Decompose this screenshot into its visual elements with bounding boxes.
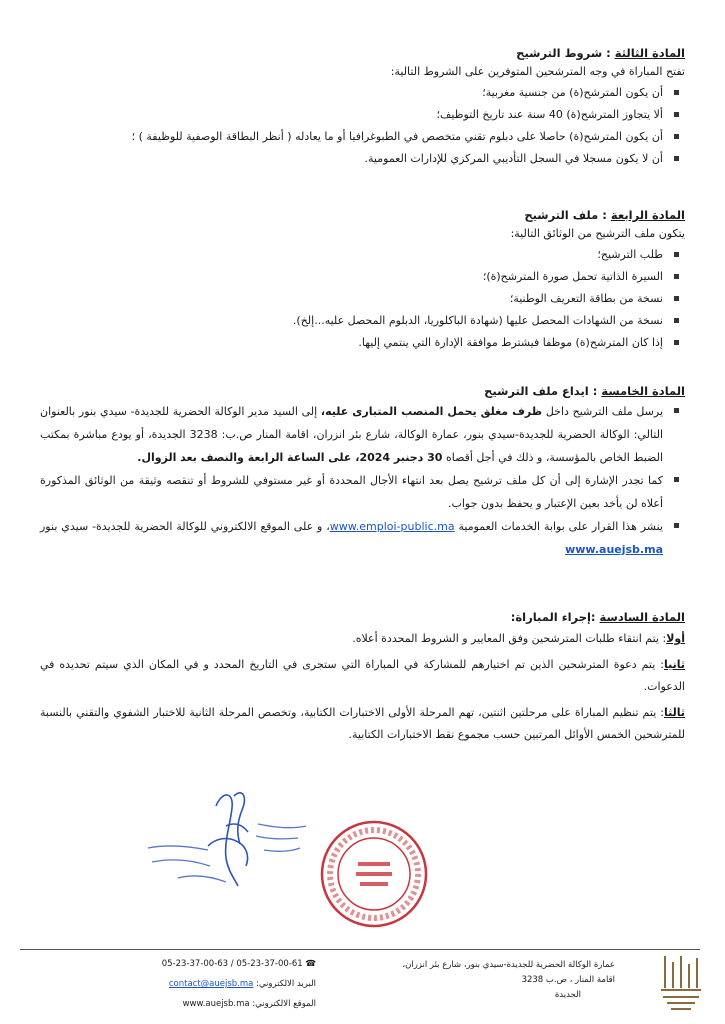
address-line-2: اقامة المنار ، ص.ب 3238: [521, 975, 615, 985]
article-4-heading: [40, 206, 685, 224]
paragraph-text: : يتم دعوة المترشحين الذين تم اختيارهم للمشاركة في المباراة التي ستجرى في التاريخ المحدد و في المكان الذي سيتم تحديده في الدعوات.: [40, 658, 685, 693]
footer-divider: [20, 949, 700, 950]
article-5-label: المادة الخامسة: [601, 384, 685, 398]
agency-logo-graphic: [657, 952, 705, 1014]
paragraph-lead: أولا: [666, 632, 685, 645]
email-label: البريد الالكتروني:: [256, 979, 316, 989]
article-3-intro: تفتح المباراة في وجه المترشحين المتوفرين على الشروط التالية:: [390, 65, 685, 78]
list-item: أن يكون المترشح(ة) حاصلا على دبلوم تقني متخصص في الطبوغرافيا أو ما يعادله ( أنظر البطاقة الوصفية للوظيفة ) ؛: [40, 126, 685, 148]
emploi-public-link[interactable]: www.emploi-public.ma: [329, 520, 455, 533]
article-6-label: المادة السادسة: [599, 610, 685, 624]
email-link[interactable]: contact@auejsb.ma: [168, 979, 254, 989]
agency-logo: [657, 952, 705, 1018]
director-signature: [138, 786, 318, 900]
article-4-intro: يتكون ملف الترشيح من الوثائق التالية:: [510, 227, 685, 240]
paragraph-lead: ثالثا: [663, 706, 685, 719]
article-3: [40, 44, 685, 170]
list-item: نسخة من بطاقة التعريف الوطنية؛: [40, 288, 685, 310]
list-item: أن يكون المترشح(ة) من جنسية مغربية؛: [40, 82, 685, 104]
article-6-paragraph-2: [40, 654, 685, 698]
article-4: [40, 206, 685, 354]
article-6: [40, 608, 685, 746]
footer-contact: [116, 954, 316, 1014]
list-item: إذا كان المترشح(ة) موظفا فيشترط موافقة الإدارة التي ينتمي إليها.: [40, 332, 685, 354]
list-item: ألا يتجاوز المترشح(ة) 40 سنة عند تاريخ التوظيف؛: [40, 104, 685, 126]
submission-text-2: إلى السيد مدير الوكالة الحضرية للجديدة- سيدي بنور بالعنوان التالي: الوكالة الحضرية للجديدة-سيدي بنور، عمارة الوكالة، شارع بئر انزران، اقامة المنار ص.ب: 3238 الجديدة، أو يودع مباشرة بمكتب الضبط الخاص بالمؤسسة، و ذلك في أجل أقصاه: [40, 405, 664, 464]
list-item: [40, 515, 685, 561]
article-3-title: : شروط الترشيح: [516, 46, 611, 60]
article-4-list: [40, 244, 685, 354]
article-4-label: المادة الرابعة: [610, 208, 685, 222]
email-row: [116, 974, 316, 994]
article-5-heading: [40, 382, 685, 400]
auejsb-link[interactable]: www.auejsb.ma: [565, 543, 663, 556]
seal-graphic: [318, 818, 430, 930]
article-6-paragraph-3: [40, 702, 685, 746]
list-item: كما تجدر الإشارة إلى أن كل ملف ترشيح يصل بعد انتهاء الأجال المحددة أو غير مستوفي للشروط أو تنقصه وثيقة من الوثائق المذكورة أعلاه لن يأخد بعين الإعتبار و يحفظ بدون جواب.: [40, 469, 685, 515]
list-item: السيرة الذاتية تحمل صورة المترشح(ة)؛: [40, 266, 685, 288]
phone-row: [116, 954, 316, 974]
publication-text-1: ينشر هذا القرار على بوابة الخدمات العمومية: [458, 520, 663, 533]
article-3-label: المادة الثالثة: [614, 46, 685, 60]
list-item: طلب الترشيح؛: [40, 244, 685, 266]
article-3-heading: [40, 44, 685, 62]
phone-numbers: 05-23-37-00-63 / 05-23-37-00-61: [161, 959, 303, 969]
paragraph-text: : يتم انتقاء طلبات المترشحين وفق المعايير و الشروط المحددة أعلاه.: [352, 632, 667, 645]
phone-icon: ☎: [305, 959, 316, 969]
submission-text-1: يرسل ملف الترشيح داخل: [545, 405, 664, 418]
article-6-paragraph-1: [40, 628, 685, 650]
website-label: الموقع الالكتروني:: [252, 999, 316, 1009]
footer-address: [355, 958, 615, 1003]
paragraph-text: : يتم تنظيم المباراة على مرحلتين اثنتين، تهم المرحلة الأولى الاختبارات الكتابية، وتخصص المرحلة الثانية للاختبار الشفوي والتقني بالنسبة للمترشحين الخمس الأوائل المرتبين حسب مجموع نقط الاختبارات الكتابية.: [40, 706, 685, 741]
article-5-list: [40, 400, 685, 561]
signature-stamp-graphic: [138, 786, 318, 896]
article-3-list: [40, 82, 685, 170]
article-5-title: : ايداع ملف الترشيح: [484, 384, 598, 398]
website-row: [116, 994, 316, 1014]
submission-envelope-text: ظرف مغلق يحمل المنصب المتبارى عليه،: [320, 405, 543, 418]
list-item: نسخة من الشهادات المحصل عليها (شهادة الباكلوريا، الدبلوم المحصل عليه...إلخ).: [40, 310, 685, 332]
address-line-3: الجديدة: [554, 990, 581, 1000]
article-4-title: : ملف الترشيح: [524, 208, 607, 222]
list-item: أن لا يكون مسجلا في السجل التأديبي المركزي للإدارات العمومية.: [40, 148, 685, 170]
submission-deadline: 30 دجنبر 2024، على الساعة الرابعة والنصف بعد الزوال.: [137, 451, 443, 464]
article-6-heading: [40, 608, 685, 626]
website-text[interactable]: www.auejsb.ma: [182, 999, 250, 1009]
agency-seal: [318, 818, 430, 934]
publication-text-2: ، و على الموقع الالكتروني للوكالة الحضرية للجديدة- سيدي بنور: [40, 520, 330, 533]
paragraph-lead: ثانيا: [663, 658, 685, 671]
list-item: [40, 400, 685, 469]
article-5: [40, 382, 685, 561]
article-6-title: :إجراء المباراة:: [510, 610, 596, 624]
address-line-1: عمارة الوكالة الحضرية للجديدة-سيدي بنور، شارع بئر انزران،: [402, 960, 615, 970]
